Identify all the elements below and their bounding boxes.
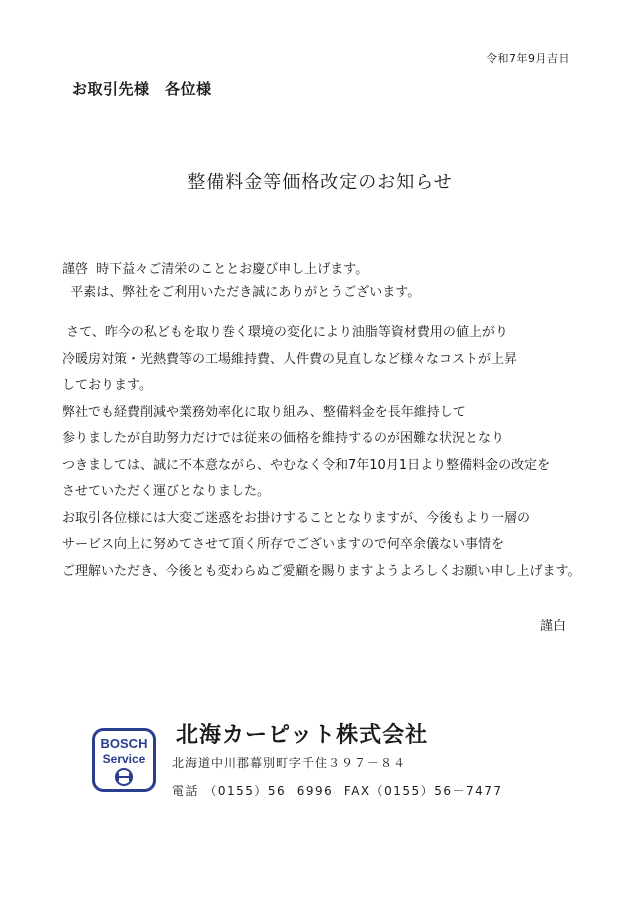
greeting-line: 平素は、弊社をご利用いただき誠にありがとうございます。: [62, 285, 421, 300]
body-line: させていただく運びとなりました。: [62, 484, 271, 499]
logo-line1: BOSCH: [100, 736, 148, 751]
logo-line2: Service: [102, 752, 146, 766]
greeting-line: 謹啓 時下益々ご清栄のこととお慶び申し上げます。: [62, 262, 369, 277]
body-line: 冷暖房対策・光熱費等の工場維持費、人件費の見直しなど様々なコストが上昇: [62, 351, 518, 367]
body-line: 参りましたが自助努力だけでは従来の価格を維持するのが困難な状況となり: [62, 431, 505, 446]
body-line: つきましては、誠に不本意ながら、やむなく令和7年10月1日より整備料金の改定を: [62, 457, 551, 473]
body-line: ご理解いただき、今後とも変わらぬご愛顧を賜りますようよろしくお願い申し上げます。: [62, 563, 581, 579]
body-line: 弊社でも経費削減や業務効率化に取り組み、整備料金を長年維持して: [62, 404, 466, 420]
bosch-service-logo: [92, 728, 156, 792]
body-line: しております。: [62, 378, 152, 393]
letter-date: 令和7年9月吉日: [486, 52, 570, 65]
body-line: さて、昨今の私どもを取り巻く環境の変化により油脂等資材費用の値上がり: [62, 325, 508, 340]
company-phone: 電話 （0155）56 6996 FAX（0155）56－7477: [172, 784, 503, 798]
addressee: お取引先様 各位様: [72, 80, 212, 98]
body-line: お取引各位様には大変ご迷惑をお掛けすることとなりますが、今後もより一層の: [62, 510, 531, 526]
company-address: 北海道中川郡幕別町字千住３９７－８４: [172, 756, 407, 770]
closing-word: 謹白: [539, 619, 566, 634]
greeting-block: [62, 258, 420, 304]
letter-title: 整備料金等価格改定のお知らせ: [187, 172, 453, 193]
body-block: [62, 320, 580, 585]
company-name: 北海カーピット株式会社: [176, 723, 429, 748]
body-line: サービス向上に努めてさせて頂く所存でございますので何卒余儀ない事情を: [62, 537, 505, 552]
